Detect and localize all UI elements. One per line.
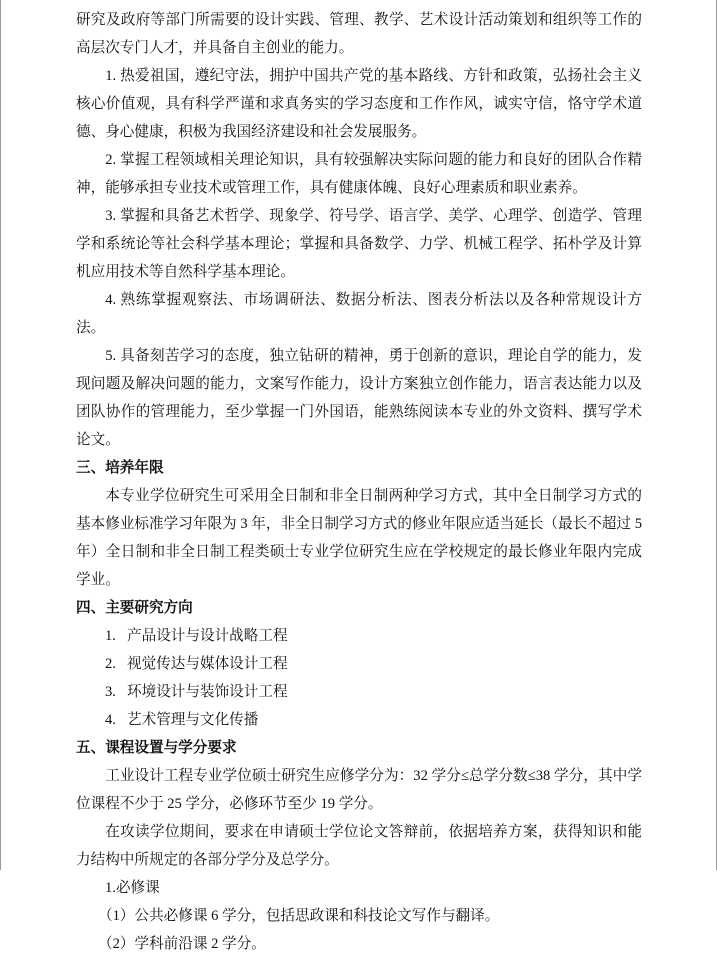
document-page [76, 6, 642, 958]
requirement-3: 3. 掌握和具备艺术哲学、现象学、符号学、语言学、美学、心理学、创造学、管理学和系统论等社会科学基本理论；掌握和具备数学、力学、机械工程学、拓朴学及计算机应用技术等自然科学基本理论。 [76, 208, 642, 280]
credits-paragraph: 工业设计工程专业学位硕士研究生应修学分为：32 学分≤总学分数≤38 学分，其中学位课程不少于 25 学分，必修环节至少 19 学分。 [76, 768, 642, 812]
list-text: 视觉传达与媒体设计工程 [127, 656, 288, 672]
list-text: 产品设计与设计战略工程 [127, 628, 288, 644]
list-number: 2. [105, 656, 116, 672]
list-number: 4. [105, 712, 116, 728]
section-heading-duration: 三、培养年限 [76, 460, 164, 476]
requirement-1: 1. 热爱祖国，遵纪守法，拥护中国共产党的基本路线、方针和政策，弘扬社会主义核心价值观，具有科学严谨和求真务实的学习态度和工作作风，诚实守信，恪守学术道德、身心健康，积极为我国经济建设和社会发展服务。 [76, 68, 642, 140]
list-item [76, 650, 642, 678]
list-text: 艺术管理与文化传播 [127, 712, 259, 728]
list-item [76, 678, 642, 706]
requirement-2: 2. 掌握工程领域相关理论知识，具有较强解决实际问题的能力和良好的团队合作精神，能够承担专业技术或管理工作，具有健康体魄、良好心理素质和职业素养。 [76, 152, 642, 196]
requirement-4: 4. 熟练掌握观察法、市场调研法、数据分析法、图表分析法以及各种常规设计方法。 [76, 292, 642, 336]
section-heading-research-directions: 四、主要研究方向 [76, 600, 193, 616]
duration-paragraph: 本专业学位研究生可采用全日制和非全日制两种学习方式，其中全日制学习方式的基本修业标准学习年限为 3 年，非全日制学习方式的修业年限应适当延长（最长不超过 5 年）全日制和非全日制工程类硕士专业学位研究生应在学校规定的最长修业年限内完成学业。 [76, 488, 642, 588]
required-courses-heading: 1.必修课 [105, 880, 160, 896]
required-course-item: （2）学科前沿课 2 学分。 [98, 936, 266, 952]
required-course-item: （1）公共必修课 6 学分，包括思政课和科技论文写作与翻译。 [98, 908, 500, 924]
requirement-5: 5. 具备刻苦学习的态度，独立钻研的精神，勇于创新的意识，理论自学的能力，发现问题及解决问题的能力，文案写作能力，设计方案独立创作能力，语言表达能力以及团队协作的管理能力，至少掌握一门外国语，能熟练阅读本专业的外文资料、撰写学术论文。 [76, 348, 642, 448]
intro-paragraph: 研究及政府等部门所需要的设计实践、管理、教学、艺术设计活动策划和组织等工作的高层次专门人才，并具备自主创业的能力。 [76, 12, 642, 56]
list-text: 环境设计与装饰设计工程 [127, 684, 288, 700]
list-item [76, 622, 642, 650]
section-heading-courses-credits: 五、课程设置与学分要求 [76, 740, 237, 756]
list-number: 1. [105, 628, 116, 644]
list-item [76, 706, 642, 734]
credits-paragraph-2: 在攻读学位期间，要求在申请硕士学位论文答辩前，依据培养方案，获得知识和能力结构中所规定的各部分学分及总学分。 [76, 824, 642, 868]
list-number: 3. [105, 684, 116, 700]
